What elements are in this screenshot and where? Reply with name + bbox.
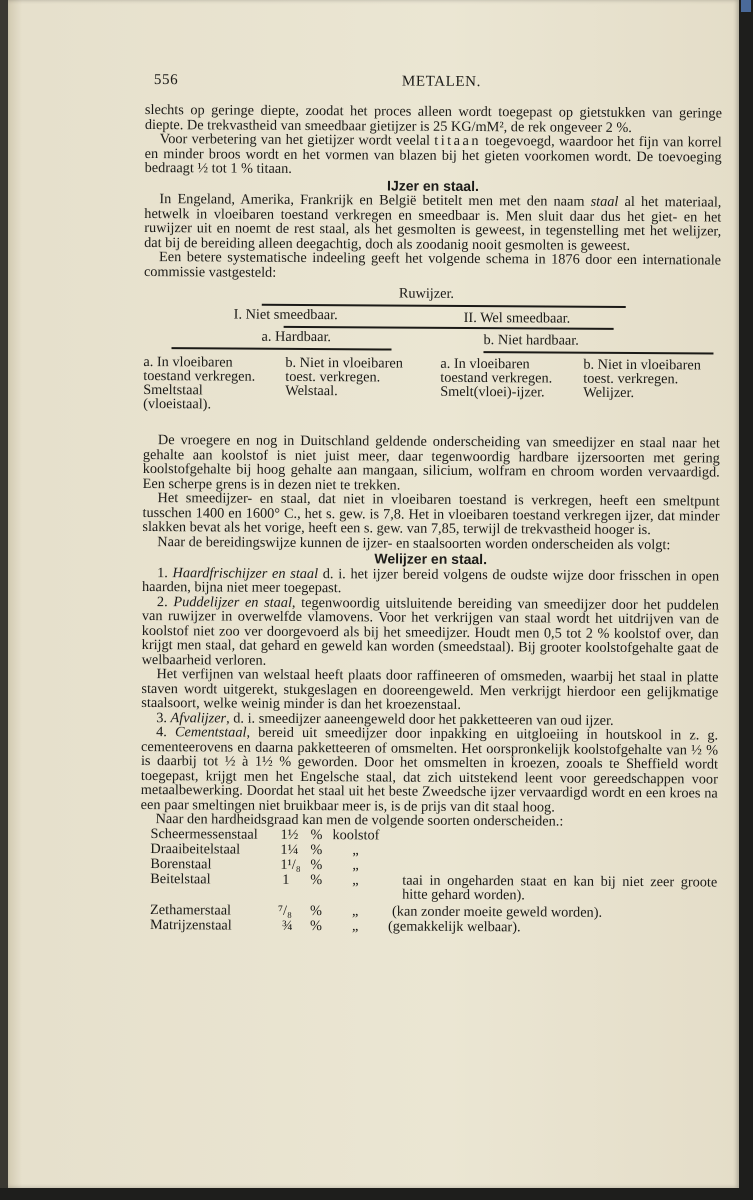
grade-unit: % [310,856,323,873]
schema-leaf: b. Niet in vloeibaren toest. verkregen. Welstaal. [285,354,403,400]
paragraph: Naar den hardheidsgraad kan men de volgende soorten onderscheiden.: [155,811,564,830]
section-heading: Welijzer en staal. [374,550,488,568]
page-number: 556 [153,72,179,89]
schema-node: II. Wel smeedbaar. [463,309,571,327]
paragraph: Het smeedijzer- en staal, dat niet in vloeibaren toestand is verkregen, heeft een smeltpunt tusschen 1400 en 1600° C., het s. gew. is 7,8. Het in vloeibaren toestand verkregen ijzer, dat minder slakken bevat als het vorige, heeft een s. gew. van 7,85, terwijl de trekvastheid hooger is. [142,490,720,539]
grade-suffix: „ [352,856,359,873]
schema-brace [171,347,391,350]
grade-pct: ¾ [281,917,293,934]
schema-node: a. Hardbaar. [261,328,332,346]
grade-name: Matrijzenstaal [149,916,232,934]
spaced-word: titaan [434,132,482,150]
page-text [140,103,722,968]
paragraph: In Engeland, Amerika, Frankrijk en België betitelt men met den naam staal al het materiaal, hetwelk in vloeibaren toestand verkregen en smeedbaar is. Men sluit daar dus het giet- en het ruwijzer uit en noemt de rest staal, als het gesmolten is geweest, in tegenstelling met het welijzer, dat bij de bereiding alleen deegachtig, doch als zoodanig nooit gesmolten is geweest. [144,191,722,254]
numbered-item: 3. Afvalijzer, d. i. smeedijzer aaneengeweld door het pakketteeren van oud ijzer. [156,709,614,729]
grade-name: Scheermessenstaal [150,825,258,843]
grade-note: taai in ongeharden staat en kan bij niet zeer groote hitte gehard worden). [402,872,718,904]
schema-leaf: b. Niet in vloeibaren toest. verkregen. Welijzer. [583,356,701,401]
page-header [154,72,734,96]
schema-leaf: a. In vloeibaren toestand verkregen. Smelt(vloei)-ijzer. [440,355,553,401]
section-heading: IJzer en staal. [387,176,479,194]
numbered-item: 4. Cementstaal, bereid uit smeedijzer door inpakking en uitgloeiing in houtskool in z. g. cementeerovens en daarna pakketteeren of omsmelten. Het oorspronkelijk koolstofgehalte van ½ % is daarbij tot ½ à 1½ % geworden. Door het omsmelten in kroezen, zooals te Sheffield wordt toegepast, krijgt men het Engelsche staal, dat zich uitstekend leent voor gereedschappen voor metaalbewerking. Doordat het staal uit het beste Zweedsche ijzer vervaardigd wordt en een kroes na een paar smeltingen niet bruikbaar meer is, is de prijs van dit staal hoog. [140,724,719,816]
paragraph: Het verfijnen van welstaal heeft plaats door raffineeren of omsmeden, waarbij het staal in platte staven wordt uitgerekt, stukgeslagen en dooreengeweld. Men verkrijgt hierdoor een gelijkmatige staalsoort, welke weinig minder is dan het kroezenstaal. [141,666,719,713]
grade-pct: 1¼ [280,841,299,858]
grade-suffix: „ [352,902,359,919]
grade-pct: 1 [282,871,290,888]
grade-unit: % [310,871,323,888]
grade-name: Zethamerstaal [150,901,232,919]
grade-pct: 1¹/₈ [280,856,301,873]
color-tab [741,0,751,12]
numbered-item: 2. Puddelijzer en staal, tegenwoordig uitsluitende bereiding van smeedijzer door het puddelen van ruwijzer in overwelfde vlamovens. Voor het verkrijgen van staal wordt het uitdrijven van de koolstof niet zoo ver doorgevoerd als bij het smeedijzer. Houdt men 0,5 tot 2 % koolstof over, dan krijgt men staal, dat gehard en geweld kan worden (smeedstaal). Bij grooter koolstofgehalte gaat de welbaarheid verloren. [141,593,719,669]
schema-node: b. Niet hardbaar. [483,332,579,349]
grade-unit: % [309,917,322,934]
bottom-edge [0,1188,753,1200]
grades-table [140,826,718,968]
grade-name: Beitelstaal [150,870,211,887]
grade-note: (gemakkelijk welbaar). [387,917,521,935]
grade-unit: % [310,826,323,843]
grade-pct: ⁷/₈ [278,902,293,919]
grade-name: Borenstaal [150,855,212,872]
grade-name: Draaibeitelstaal [150,840,241,858]
schema-leaf: a. In vloeibaren toestand verkregen. Smeltstaal (vloeistaal). [143,353,256,413]
grade-note: (kan zonder moeite geweld worden). [392,903,603,921]
intro-paragraph: slechts op geringe diepte, zoodat het proces alleen wordt toegepast op gietstukken van geringe diepte. De trekvastheid van smeedbaar gietijzer is 25 KG/mM², de rek ongeveer 2 %. [144,102,722,136]
paragraph: De vroegere en nog in Duitschland geldende onderscheiding van smeedijzer en staal naar het gehalte aan koolstof is niet juist meer, daar tegenwoordig hardbare ijzersoorten met gering koolstofgehalte bij hoog gehalte aan mangaan, silicium, wolfram en chroom worden vervaardigd. Een scherpe grens is in dezen niet te trekken. [142,432,720,494]
grade-pct: 1½ [280,826,299,843]
right-edge [739,0,753,1200]
paragraph: Een betere systematische indeeling geeft het volgende schema in 1876 door een internationale commissie vastgesteld: [143,249,722,281]
schema-leaves [143,355,720,437]
grade-suffix: koolstof [332,826,380,843]
running-title: METALEN. [401,73,482,90]
schema-root: Ruwijzer. [398,285,455,302]
grade-unit: % [310,902,323,919]
schema-node: I. Niet smeedbaar. [233,306,338,324]
grade-suffix: „ [352,841,359,858]
grade-unit: % [310,841,323,858]
grade-suffix: „ [351,917,359,934]
paragraph: Naar de bereidingswijze kunnen de ijzer- en staalsoorten worden onderscheiden als volgt: [157,533,671,553]
schema-brace [483,351,713,354]
titaan-paragraph: Voor verbetering van het gietijzer wordt veelal titaan toegevoegd, waardoor het fijn van korrel en minder broos wordt en het vormen van blazen bij het gieten voorkomen wordt. De toevoeging bedraagt ½ tot 1 % titaan. [144,131,722,177]
numbered-item: 1. Haardfrischijzer en staal d. i. het ijzer bereid volgens de oudste wijze door frisschen in open haarden, bijna niet meer toegepast. [141,564,720,597]
grade-suffix: „ [352,871,359,888]
